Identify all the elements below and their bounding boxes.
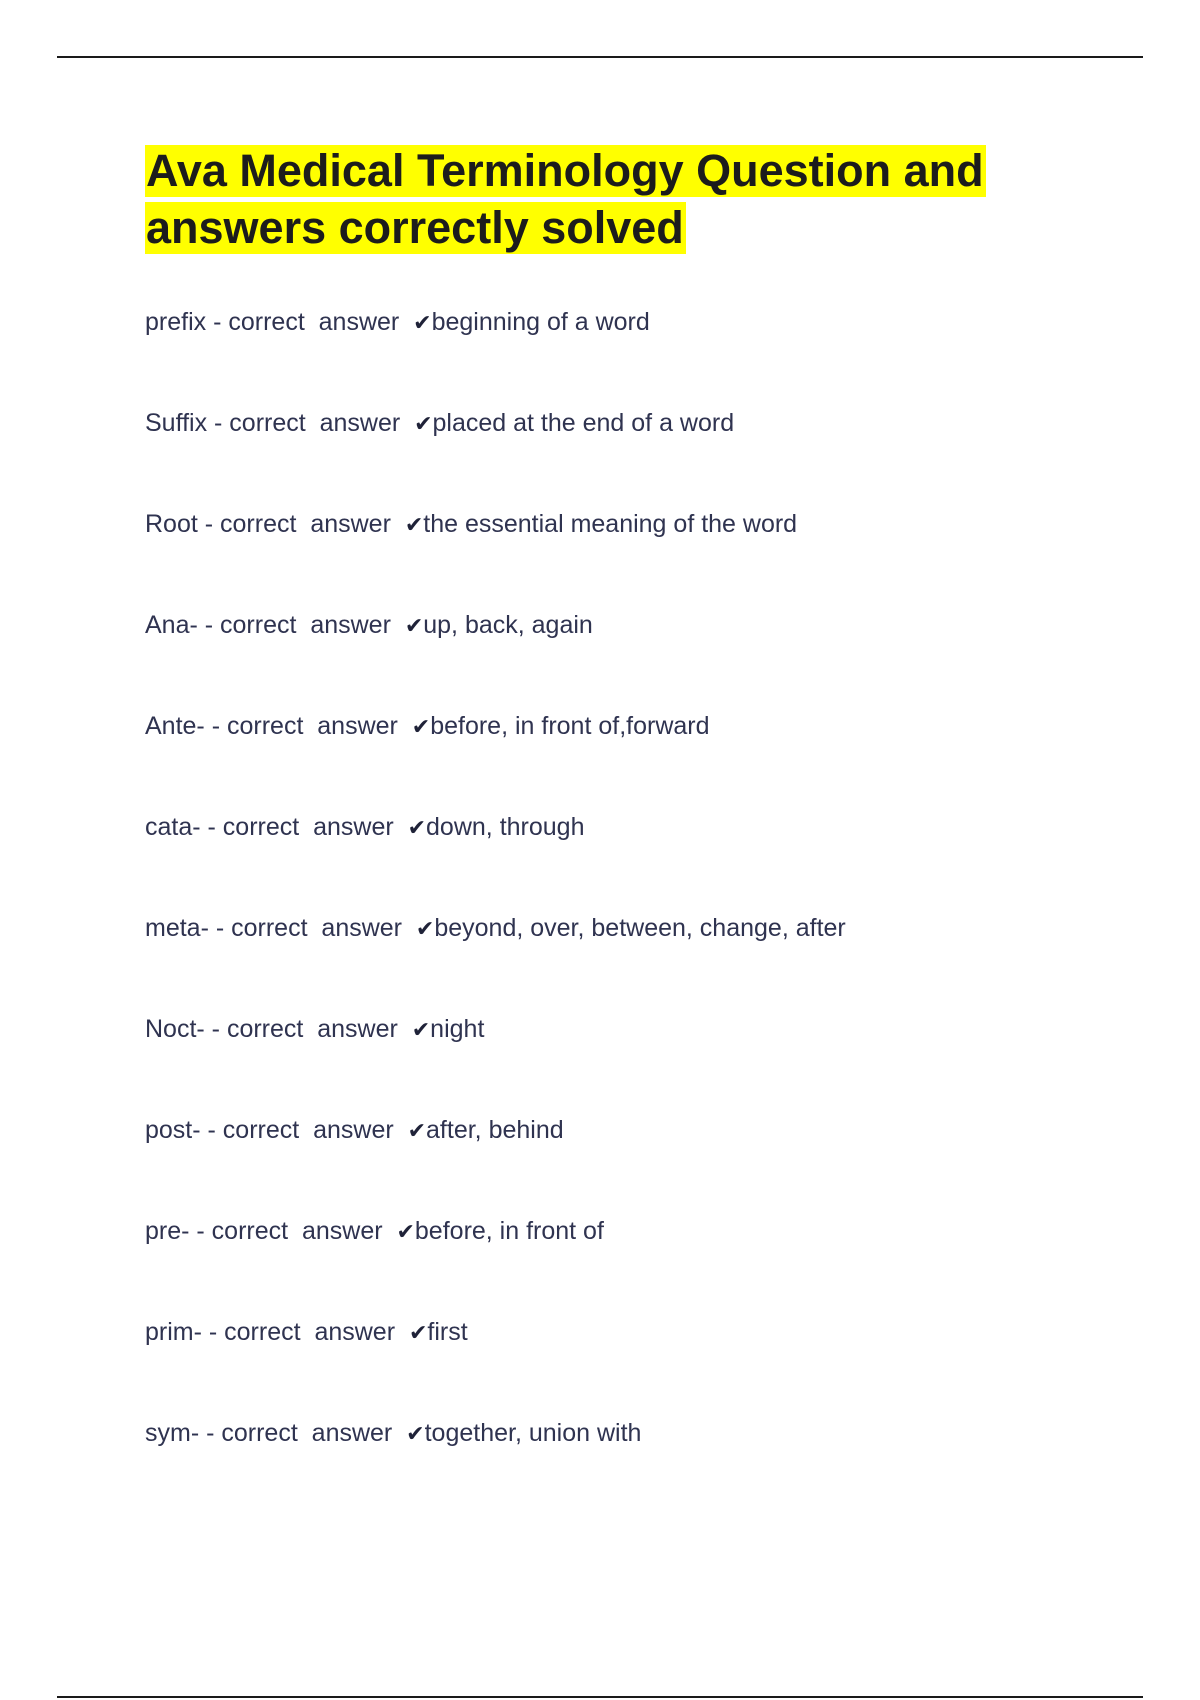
qa-separator: - correct answer — [206, 308, 414, 336]
qa-item — [145, 302, 1105, 403]
qa-term: prefix — [145, 308, 207, 336]
qa-term: sym- — [145, 1419, 200, 1447]
qa-answer: the essential meaning of the word — [423, 510, 798, 538]
qa-term: Noct- — [145, 1015, 205, 1043]
qa-term: prim- — [145, 1318, 202, 1346]
qa-term: pre- — [145, 1217, 190, 1245]
document-title-highlight: Ava Medical Terminology Question and answers correctly solved — [146, 145, 984, 253]
checkmark-icon: ✔ — [411, 1018, 431, 1043]
checkmark-icon: ✔ — [415, 917, 435, 942]
document-title — [145, 142, 1065, 256]
checkmark-icon: ✔ — [408, 1321, 428, 1346]
qa-item — [145, 908, 1105, 1009]
qa-answer: before, in front of — [414, 1217, 604, 1245]
footer-rule — [57, 1696, 1143, 1698]
qa-separator: - correct answer — [197, 510, 405, 538]
qa-answer: before, in front of,forward — [430, 712, 710, 740]
qa-item — [145, 504, 1105, 605]
qa-term: Suffix — [145, 409, 208, 437]
qa-answer: beginning of a word — [431, 308, 650, 336]
qa-item — [145, 605, 1105, 706]
qa-separator: - correct answer — [199, 1419, 407, 1447]
qa-answer: after, behind — [426, 1116, 564, 1144]
qa-term: Ana- — [145, 611, 198, 639]
header-rule — [57, 56, 1143, 58]
qa-answer: placed at the end of a word — [432, 409, 735, 437]
checkmark-icon: ✔ — [411, 715, 431, 740]
qa-answer: beyond, over, between, change, after — [434, 914, 846, 942]
checkmark-icon: ✔ — [396, 1220, 415, 1245]
qa-separator: - correct answer — [207, 409, 415, 437]
qa-separator: - correct answer — [201, 1318, 409, 1346]
qa-separator: - correct answer — [200, 813, 408, 841]
checkmark-icon: ✔ — [413, 311, 432, 336]
checkmark-icon: ✔ — [407, 816, 427, 841]
qa-term: Ante- — [145, 712, 205, 740]
qa-answer: night — [430, 1015, 485, 1043]
qa-answer: down, through — [426, 813, 585, 841]
qa-separator: - correct answer — [197, 611, 405, 639]
qa-term: Root — [145, 510, 198, 538]
checkmark-icon: ✔ — [407, 1119, 427, 1144]
checkmark-icon: ✔ — [404, 614, 424, 639]
qa-separator: - correct answer — [204, 1015, 412, 1043]
qa-item — [145, 1211, 1105, 1312]
qa-separator: - correct answer — [189, 1217, 397, 1245]
qa-item — [145, 1009, 1105, 1110]
checkmark-icon: ✔ — [404, 513, 424, 538]
qa-item — [145, 403, 1105, 504]
qa-item — [145, 807, 1105, 908]
qa-term: meta- — [145, 914, 209, 942]
checkmark-icon: ✔ — [406, 1422, 425, 1447]
qa-answer: together, union with — [424, 1419, 642, 1447]
qa-answer: up, back, again — [423, 611, 593, 639]
qa-item — [145, 706, 1105, 807]
qa-term: post- — [145, 1116, 201, 1144]
qa-separator: - correct answer — [200, 1116, 408, 1144]
qa-separator: - correct answer — [208, 914, 416, 942]
qa-list — [145, 302, 1105, 1514]
qa-separator: - correct answer — [204, 712, 412, 740]
qa-item — [145, 1312, 1105, 1413]
qa-item — [145, 1413, 1105, 1514]
qa-answer: first — [427, 1318, 468, 1346]
qa-item — [145, 1110, 1105, 1211]
checkmark-icon: ✔ — [414, 412, 433, 437]
qa-term: cata- — [145, 813, 201, 841]
